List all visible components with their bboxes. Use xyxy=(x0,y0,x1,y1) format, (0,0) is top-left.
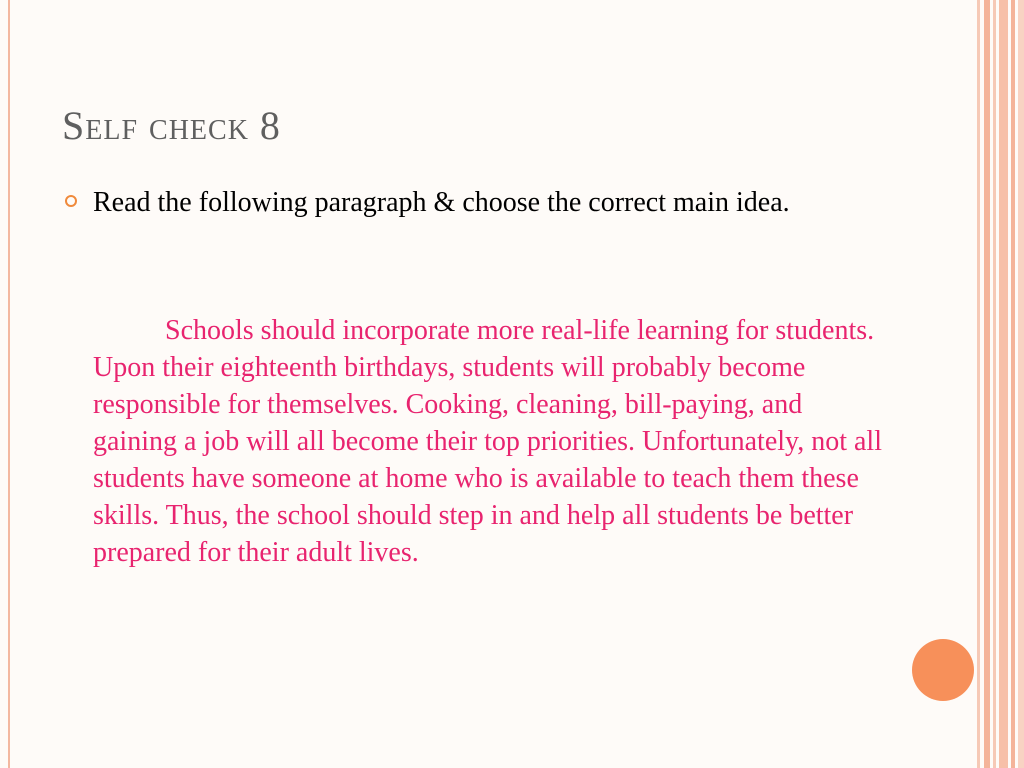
paragraph-text: Schools should incorporate more real-life learning for students. Upon their eighteenth birthdays, students will probably become responsible for themselves. Cooking, cleaning, bill-paying, and gaining a job will all become their top priorities. Unfortunately, not all students have someone at home who is available to teach them these skills. Thus, the school should step in and help all students be better prepared for their adult lives. xyxy=(93,315,882,568)
slide-title: Self check 8 xyxy=(62,103,281,148)
right-decor-stripe xyxy=(1011,0,1015,768)
right-decor-stripe xyxy=(999,0,1008,768)
bullet-text: Read the following paragraph & choose the correct main idea. xyxy=(93,187,790,218)
right-decor-stripe xyxy=(984,0,990,768)
right-decor-stripe xyxy=(977,0,980,768)
left-border-line xyxy=(8,0,10,768)
orange-circle-decor xyxy=(912,639,974,701)
reading-paragraph xyxy=(93,312,883,571)
right-decor-stripe xyxy=(993,0,996,768)
right-decor-stripe xyxy=(1018,0,1024,768)
bullet-circle-icon xyxy=(65,195,77,207)
